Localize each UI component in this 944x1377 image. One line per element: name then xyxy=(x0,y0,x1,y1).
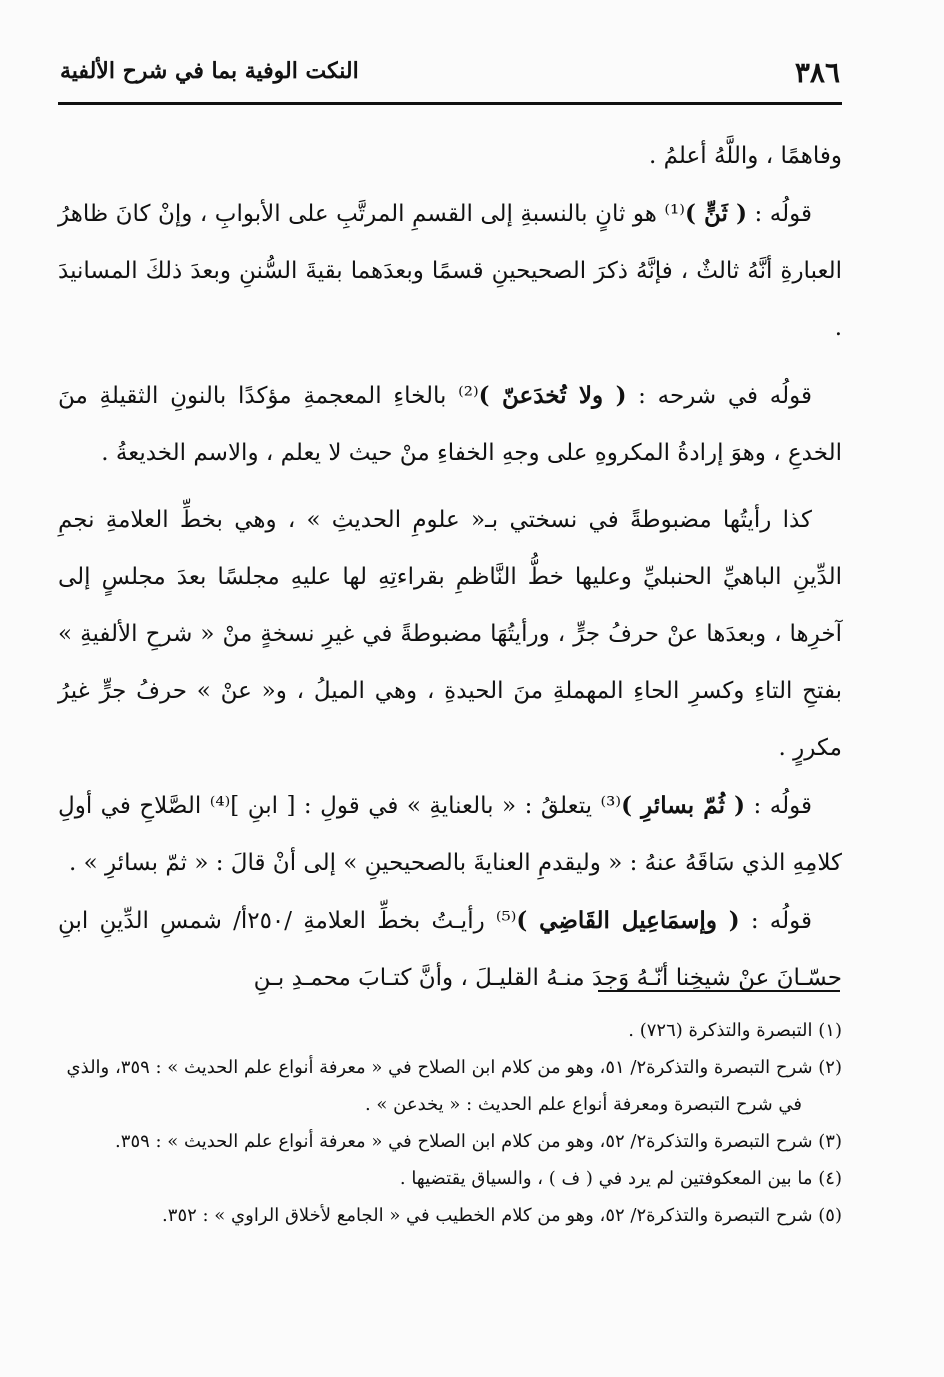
footnote: (٣) شرح التبصرة والتذكرة٢/ ٥٢، وهو من كلام ابن الصلاح في « معرفة أنواع علم الحديث » : ٣٥٩. xyxy=(115,1131,842,1152)
paragraph-prefix: قولُه : xyxy=(745,793,812,819)
paragraph-text: ⁽⁵⁾ رأيـتُ بخطِّ العلامةِ /٢٥٠أ/ شمسِ الدِّينِ ابنِ حسّـانَ عنْ شيخِنا أنّـهُ وَجدَ منـهُ القليـلَ ، وأنَّ كتـابَ محمـدِ بـنِ xyxy=(58,908,842,991)
lemma: ( ولا تُخدَعنّ ) xyxy=(478,382,627,409)
lemma: ( ثُمّ بسائرِ ) xyxy=(621,792,746,819)
paragraph-text: ⁽²⁾ بالخاءِ المعجمةِ مؤكدًا بالنونِ الثقيلةِ منَ الخدعِ ، وهوَ إرادةُ المكروهِ على وجهِ الخفاءِ منْ حيث لا يعلم ، والاسم الخديعةُ . xyxy=(58,383,842,466)
paragraph xyxy=(58,128,842,185)
paragraph xyxy=(58,185,842,357)
paragraph-text: ⁽³⁾ يتعلقُ : « بالعنايةِ » في قولِ : [ ابنِ ]⁽⁴⁾ الصَّلاحِ في أولِ كلامِهِ الذي سَاقَهُ عنهُ : « وليقدمِ العنايةَ بالصحيحينِ » إلى أنْ قالَ : « ثمّ بسائرِ » . xyxy=(58,793,842,876)
footnote-separator xyxy=(598,990,840,992)
paragraph-prefix: قولُه : xyxy=(739,908,812,934)
paragraph xyxy=(58,492,842,777)
paragraph xyxy=(58,777,842,892)
footnote: (١) التبصرة والتذكرة (٧٢٦) . xyxy=(628,1020,842,1041)
footnotes xyxy=(58,1012,842,1234)
lemma: ( ثَنٍّ ) xyxy=(684,200,748,227)
lemma: ( وإسمَاعِيل القَاضِي ) xyxy=(516,907,740,934)
page-number: ٣٨٦ xyxy=(794,56,840,89)
footnote: (٥) شرح التبصرة والتذكرة٢/ ٥٢، وهو من كلام الخطيب في « الجامع لأخلاق الراوي » : ٣٥٢. xyxy=(162,1205,842,1226)
main-text xyxy=(58,128,842,1007)
paragraph-text: وفاهمًا ، واللَّهُ أعلمُ . xyxy=(648,143,842,169)
paragraph-prefix: قولُه في شرحه : xyxy=(626,383,812,409)
paragraph xyxy=(58,367,842,482)
footnote: (٢) شرح التبصرة والتذكرة٢/ ٥١، وهو من كلام ابن الصلاح في « معرفة أنواع علم الحديث » : ٣٥٩، والذي في شرح التبصرة ومعرفة أنواع علم الحديث : « يخدعن » . xyxy=(66,1057,842,1115)
paragraph-prefix: قولُه : xyxy=(747,201,812,227)
paragraph-text: كذا رأيتُها مضبوطةً في نسختي بـ« علومِ الحديثِ » ، وهي بخطِّ العلامةِ نجمِ الدِّينِ الباهيِّ الحنبليِّ وعليها خطُّ النَّاظمِ بقراءتِهِ لها عليهِ مجلسًا بعدَ مجلسٍ إلى آخرِها ، وبعدَها عنْ حرفُ جرٍّ ، ورأيتُهَا مضبوطةً في غيرِ نسخةٍ منْ « شرحِ الألفيةِ » بفتحِ التاءِ وكسرِ الحاءِ المهملةِ منَ الحيدةِ ، وهي الميلُ ، و« عنْ » حرفُ جرٍّ غيرُ مكررٍ . xyxy=(58,507,842,761)
page-header xyxy=(60,56,840,96)
header-rule xyxy=(58,102,842,105)
footnote: (٤) ما بين المعكوفتين لم يرد في ( ف ) ، والسياق يقتضيها . xyxy=(399,1168,842,1189)
paragraph-text: ⁽¹⁾ هو ثانٍ بالنسبةِ إلى القسمِ المرتَّبِ على الأبوابِ ، وإنْ كانَ ظاهرُ العبارةِ أنَّهُ ثالثٌ ، فإنَّهُ ذكرَ الصحيحينِ قسمًا وبعدَهما بقيةَ السُّننِ وبعدَ ذلكَ المسانيدَ . xyxy=(58,201,842,341)
running-title: النكت الوفية بما في شرح الألفية xyxy=(60,58,359,84)
